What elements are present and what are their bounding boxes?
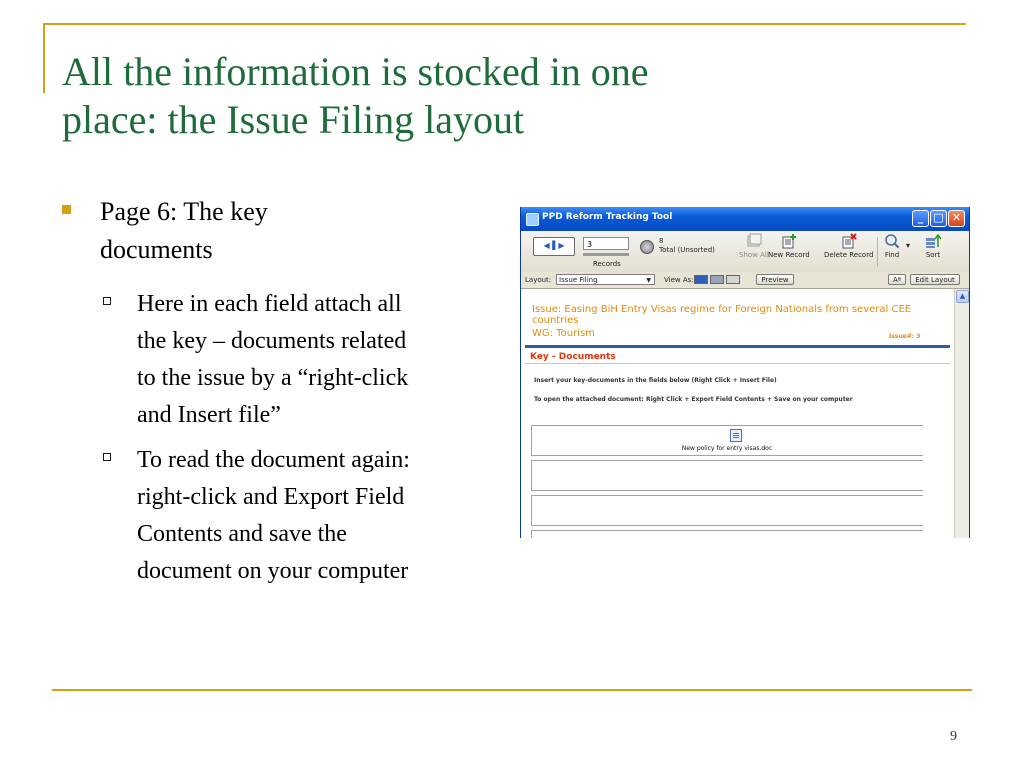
bottom-rule [52, 689, 972, 691]
sub-bullet-line: document on your computer [137, 558, 409, 584]
export-instructions: To open the attached document: Right Click + Export Field Contents + Save on your computer [534, 396, 853, 403]
hollow-square-bullet-icon [103, 453, 111, 461]
sub-bullet-line: to the issue by a “right-click [137, 365, 409, 391]
sub-bullet-line: and Insert file” [137, 402, 281, 428]
status-toolbar [521, 231, 970, 273]
page-number: 9 [950, 729, 957, 744]
scroll-up-icon[interactable]: ▲ [956, 290, 969, 303]
new-record-button[interactable] [768, 233, 810, 259]
sub-bullet-line: Contents and save the [137, 521, 347, 547]
show-all-icon [746, 233, 762, 249]
left-rule [43, 23, 45, 93]
container-field-2[interactable] [531, 460, 923, 491]
toolbar-separator [877, 237, 878, 267]
delete-record-button[interactable] [824, 233, 873, 259]
find-button[interactable] [884, 233, 900, 259]
maximize-icon[interactable]: □ [930, 210, 947, 227]
view-as-form-icon[interactable] [694, 275, 708, 284]
minimize-icon[interactable]: _ [912, 210, 929, 227]
attached-file-name: New policy for entry visas.doc [681, 445, 773, 452]
square-bullet-icon [62, 205, 71, 214]
new-record-label: New Record [768, 251, 810, 259]
sub-bullet-line: the key – documents related [137, 328, 407, 354]
issue-title: Issue: Easing BiH Entry Visas regime for Foreign Nationals from several CEE countries [532, 304, 912, 326]
close-icon[interactable]: ✕ [948, 210, 965, 227]
sort-label: Sort [925, 251, 941, 259]
delete-record-label: Delete Record [824, 251, 874, 259]
book-navigation-icon[interactable]: ◀ ▌▶ [533, 237, 575, 256]
delete-record-icon [841, 233, 857, 249]
window-titlebar[interactable] [521, 207, 970, 231]
records-label: Records [593, 260, 621, 268]
app-window [520, 207, 970, 538]
header-divider [525, 345, 950, 348]
layout-select[interactable] [556, 274, 655, 285]
sub-bullet-text [137, 442, 503, 590]
find-label: Find [884, 251, 900, 259]
sort-button[interactable] [925, 233, 941, 259]
layout-select-value: Issue Filing [559, 276, 598, 284]
new-record-icon [781, 233, 797, 249]
app-icon [526, 213, 539, 226]
show-all-button[interactable] [739, 233, 769, 259]
layout-label: Layout: [525, 276, 552, 284]
document-icon [730, 429, 742, 442]
window-title: PPD Reform Tracking Tool [542, 212, 673, 222]
format-text-button[interactable]: Aª [888, 274, 906, 285]
record-slider[interactable] [583, 253, 629, 256]
show-all-label: Show All [739, 251, 769, 259]
chevron-down-icon: ▼ [646, 277, 651, 284]
section-title: Key - Documents [530, 352, 616, 362]
sub-bullet-line: To read the document again: [137, 447, 410, 473]
find-dropdown-icon[interactable]: ▾ [906, 241, 911, 250]
container-field-4[interactable] [531, 530, 923, 538]
issue-number: Issue#: 3 [889, 333, 921, 340]
record-content [521, 289, 954, 538]
insert-instructions: Insert your key-documents in the fields below (Right Click + Insert File) [534, 377, 777, 384]
section-divider [525, 363, 950, 364]
bullet-text-line-1: Page 6: The key [100, 197, 268, 226]
sort-icon [925, 233, 941, 249]
view-as-label: View As: [664, 276, 694, 284]
slide-title [62, 48, 942, 144]
slide-title-line-1: All the information is stocked in one [62, 49, 649, 94]
edit-layout-button[interactable]: Edit Layout [910, 274, 960, 285]
preview-button[interactable]: Preview [756, 274, 794, 285]
vertical-scrollbar[interactable] [954, 289, 970, 538]
found-set-pie-icon [640, 240, 654, 254]
bullet-text-line-2: documents [100, 235, 213, 264]
container-field-1[interactable] [531, 425, 923, 456]
top-rule [44, 23, 966, 25]
container-field-3[interactable] [531, 495, 923, 526]
sub-bullet-text [137, 286, 503, 434]
working-group: WG: Tourism [532, 328, 595, 339]
bullet-text [100, 193, 400, 269]
view-as-table-icon[interactable] [726, 275, 740, 284]
found-count: 8 [659, 237, 664, 245]
layout-bar [521, 272, 970, 289]
slide-title-line-2: place: the Issue Filing layout [62, 97, 525, 142]
magnifier-icon [884, 233, 900, 249]
hollow-square-bullet-icon [103, 297, 111, 305]
record-number-field[interactable]: 3 [583, 237, 629, 250]
view-as-list-icon[interactable] [710, 275, 724, 284]
sub-bullet-line: Here in each field attach all [137, 291, 402, 317]
sub-bullet-line: right-click and Export Field [137, 484, 405, 510]
found-total: Total (Unsorted) [659, 246, 715, 254]
